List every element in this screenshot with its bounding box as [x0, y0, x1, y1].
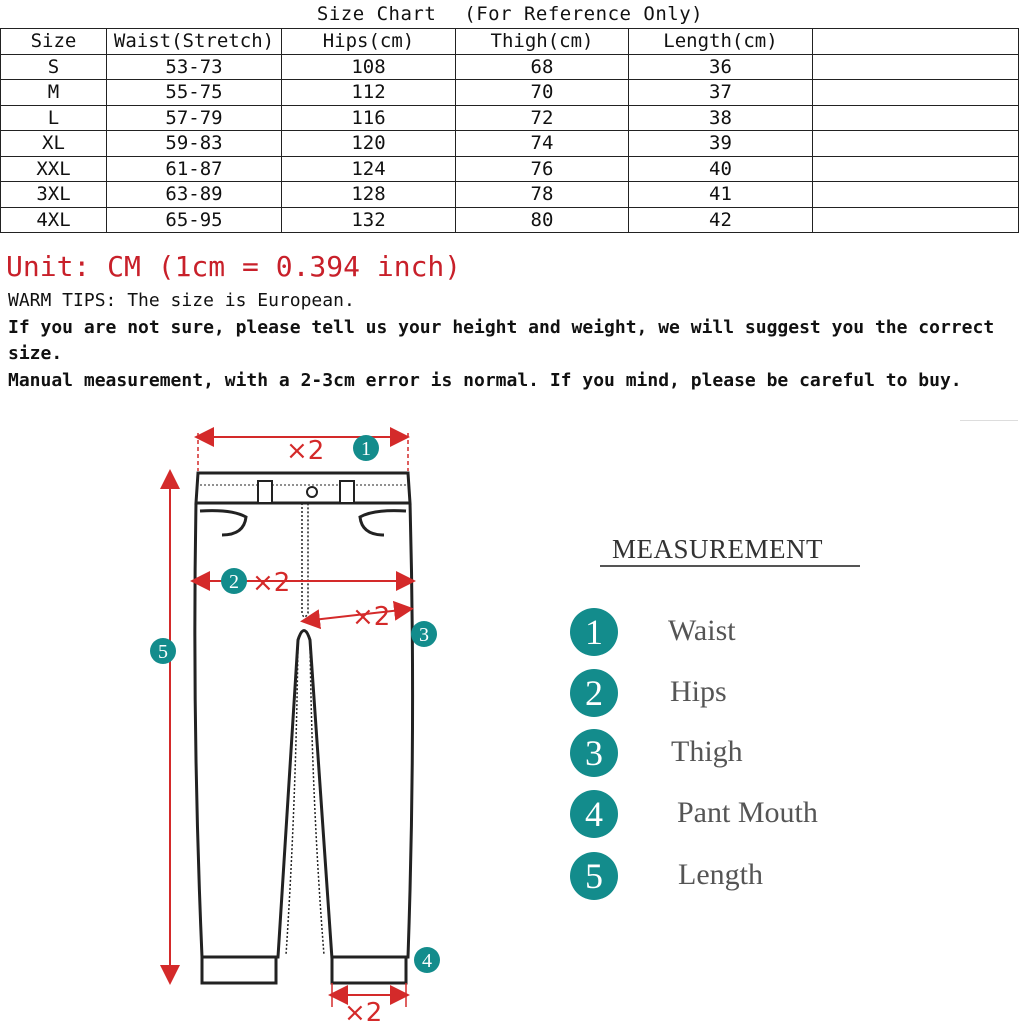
empty-cell [813, 207, 1019, 233]
column-header: Hips(cm) [282, 29, 456, 55]
table-cell: 70 [456, 80, 629, 106]
column-header: Size [1, 29, 107, 55]
pants-diagram [140, 425, 440, 1035]
column-header: Thigh(cm) [456, 29, 629, 55]
measurement-title: MEASUREMENT [612, 534, 824, 564]
waist-x2-label: ×2 [286, 436, 325, 466]
legend-number-icon: 5 [570, 852, 618, 900]
table-cell: 116 [282, 105, 456, 131]
table-cell: XL [1, 131, 107, 157]
thigh-x2-label: ×2 [352, 602, 391, 632]
table-row [1, 156, 1019, 182]
legend-label: Hips [670, 675, 727, 708]
table-cell: 112 [282, 80, 456, 106]
table-cell: 37 [629, 80, 813, 106]
measurement-title-underline [600, 565, 860, 567]
table-cell: 41 [629, 182, 813, 208]
marker-label: 4 [422, 950, 432, 972]
table-row [1, 80, 1019, 106]
marker-label: 3 [419, 624, 429, 646]
table-cell: 65-95 [107, 207, 282, 233]
table-cell: 55-75 [107, 80, 282, 106]
legend-number-icon: 4 [570, 790, 618, 838]
table-cell: 36 [629, 54, 813, 80]
measurement-arrows [170, 433, 412, 1007]
legend-label: Pant Mouth [677, 796, 818, 829]
table-cell: 128 [282, 182, 456, 208]
table-cell: 74 [456, 131, 629, 157]
chart-title: Size Chart [316, 3, 437, 25]
chart-subtitle: (For Reference Only) [464, 3, 704, 25]
empty-cell [813, 105, 1019, 131]
table-cell: 3XL [1, 182, 107, 208]
table-row [1, 105, 1019, 131]
table-cell: XXL [1, 156, 107, 182]
empty-cell [813, 54, 1019, 80]
table-cell: 76 [456, 156, 629, 182]
legend-number-icon: 2 [570, 669, 618, 717]
table-cell: 68 [456, 54, 629, 80]
table-row [1, 182, 1019, 208]
size-chart-title [0, 2, 1020, 26]
table-cell: 40 [629, 156, 813, 182]
legend-label: Thigh [671, 735, 743, 768]
unit-note: Unit: CM (1cm = 0.394 inch) [6, 250, 462, 283]
hips-x2-label: ×2 [252, 568, 291, 598]
table-row [1, 54, 1019, 80]
marker-label: 2 [229, 571, 239, 593]
table-row [1, 131, 1019, 157]
table-cell: 42 [629, 207, 813, 233]
table-cell: 108 [282, 54, 456, 80]
size-table [0, 28, 1019, 233]
table-header-row [1, 29, 1019, 55]
pants-shape [195, 473, 413, 983]
table-cell: M [1, 80, 107, 106]
empty-cell [813, 131, 1019, 157]
warm-tips: WARM TIPS: The size is European. [8, 290, 355, 311]
empty-cell [813, 80, 1019, 106]
table-cell: 59-83 [107, 131, 282, 157]
legend-number-icon: 1 [570, 608, 618, 656]
column-header: Length(cm) [629, 29, 813, 55]
table-cell: 72 [456, 105, 629, 131]
measurement-error-note: Manual measurement, with a 2-3cm error is normal. If you mind, please be careful to buy. [8, 370, 962, 391]
column-header: Waist(Stretch) [107, 29, 282, 55]
table-cell: 80 [456, 207, 629, 233]
table-cell: 120 [282, 131, 456, 157]
table-cell: 53-73 [107, 54, 282, 80]
table-cell: 38 [629, 105, 813, 131]
legend-label: Waist [668, 614, 736, 647]
table-cell: 61-87 [107, 156, 282, 182]
table-cell: 78 [456, 182, 629, 208]
legend-number-icon: 3 [570, 729, 618, 777]
divider [960, 420, 1018, 421]
marker-label: 1 [361, 438, 371, 460]
empty-cell [813, 182, 1019, 208]
table-cell: 124 [282, 156, 456, 182]
table-cell: L [1, 105, 107, 131]
legend-label: Length [678, 858, 763, 891]
table-cell: 4XL [1, 207, 107, 233]
table-cell: 39 [629, 131, 813, 157]
marker-label: 5 [158, 641, 168, 663]
size-suggestion-note: If you are not sure, please tell us your height and weight, we will suggest you the correct size. [8, 317, 995, 364]
table-cell: 63-89 [107, 182, 282, 208]
empty-cell [813, 156, 1019, 182]
table-cell: 132 [282, 207, 456, 233]
table-cell: S [1, 54, 107, 80]
table-cell: 57-79 [107, 105, 282, 131]
empty-cell [813, 29, 1019, 55]
pant-mouth-x2-label: ×2 [344, 998, 383, 1028]
table-row [1, 207, 1019, 233]
